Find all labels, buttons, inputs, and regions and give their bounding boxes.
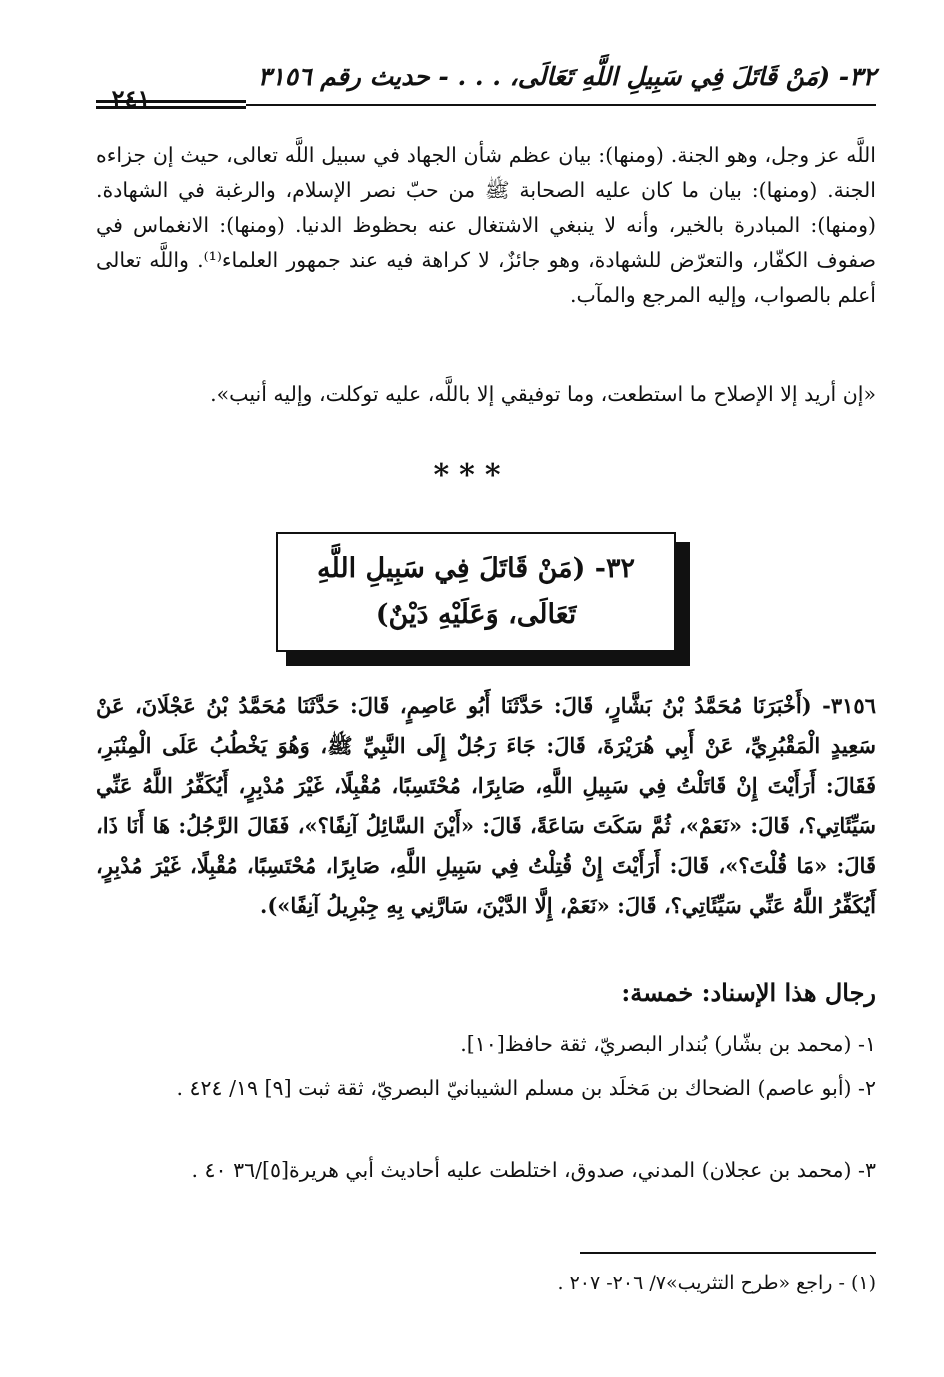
chapter-title-box (276, 532, 676, 652)
header-rule-upper (96, 100, 246, 103)
hadith-text: ٣١٥٦- (أَخْبَرَنَا مُحَمَّدُ بْنُ بَشَّارٍ، قَالَ: حَدَّثَنَا أَبُو عَاصِمٍ، قَالَ: حَدَّثَنَا مُحَمَّدُ بْنُ عَجْلَانَ، عَنْ سَعِيدٍ الْمَقْبُرِيِّ، عَنْ أَبِي هُرَيْرَةَ، قَالَ: جَاءَ رَجُلٌ إِلَى النَّبِيِّ ﷺ، وَهُوَ يَخْطُبُ عَلَى الْمِنْبَرِ، فَقَالَ: أَرَأَيْتَ إِنْ قَاتَلْتُ فِي سَبِيلِ اللَّهِ، صَابِرًا، مُحْتَسِبًا، مُقْبِلًا، غَيْرَ مُدْبِرٍ، أَيُكَفِّرُ اللَّهُ عَنِّي سَيِّئَاتِي؟، قَالَ: «نَعَمْ»، ثُمَّ سَكَتَ سَاعَةً، قَالَ: «أَيْنَ السَّائِلُ آنِفًا؟»، فَقَالَ الرَّجُلُ: هَا أَنَا ذَا، قَالَ: «مَا قُلْتَ؟»، قَالَ: أَرَأَيْتَ إِنْ قُتِلْتُ فِي سَبِيلِ اللَّهِ، صَابِرًا، مُحْتَسِبًا، مُقْبِلًا، غَيْرَ مُدْبِرٍ، أَيُكَفِّرُ اللَّهُ عَنِّي سَيِّئَاتِي؟، قَالَ: «نَعَمْ، إِلَّا الدَّيْنَ، سَارَّنِي بِهِ جِبْرِيلُ آنِفًا»). (96, 693, 876, 918)
narrator-text: ٢- (أبو عاصم) الضحاك بن مَخلَد بن مسلم الشيبانيّ البصريّ، ثقة ثبت [٩] ١٩/ ٤٢٤ . (176, 1076, 876, 1100)
running-header (96, 62, 876, 102)
running-title: ٣٢- (مَنْ قَاتَلَ فِي سَبِيلِ اللَّهِ تَعَالَى، . . . - حديث رقم ٣١٥٦ (257, 62, 876, 91)
header-rule-lower (96, 106, 246, 109)
body-text: اللَّه عز وجل، وهو الجنة. (ومنها): بيان عظم شأن الجهاد في سبيل اللَّه تعالى، حيث إن جزاءه الجنة. (ومنها): بيان ما كان عليه الصحابة ﷺ من حبّ نصر الإسلام، والرغبة في الشهادة. (ومنها): المبادرة بالخير، وأنه لا ينبغي الاشتغال عنه بحظوظ الدنيا. (ومنها): الانغماس في صفوف الكفّار، والتعرّض للشهادة، وهو جائزٌ، لا كراهة فيه عند جمهور العلماء⁽¹⁾. واللَّه تعالى أعلم بالصواب، وإليه المرجع والمآب. (96, 143, 876, 307)
header-rule (246, 104, 876, 106)
hadith-paragraph (96, 686, 876, 926)
chapter-title-line-1: ٣٢- (مَنْ قَاتَلَ فِي سَبِيلِ اللَّهِ (316, 553, 636, 584)
footnote: (١) - راجع «طرح التثريب»٧/ ٢٠٦- ٢٠٧ . (557, 1272, 876, 1294)
body-paragraph (96, 138, 876, 313)
closing-quote-paragraph (96, 376, 876, 412)
narrator-text: ١- (محمد بن بشّار) بُندار البصريّ، ثقة حافظ[١٠]. (460, 1032, 876, 1056)
section-separator: *** (433, 458, 511, 493)
narrators-heading: رجال هذا الإسناد: خمسة: (621, 978, 876, 1007)
footnote-rule (580, 1252, 876, 1254)
narrator-item (96, 1024, 876, 1064)
narrator-item (96, 1150, 876, 1190)
narrator-text: ٣- (محمد بن عجلان) المدني، صدوق، اختلطت عليه أحاديث أبي هريرة[٥]/٣٦ ٤٠ . (191, 1158, 876, 1182)
chapter-title-line-2: تَعَالَى، وَعَلَيْهِ دَيْنٌ) (375, 599, 577, 630)
page-number: ٢٤١ (111, 84, 151, 113)
narrator-item (96, 1068, 876, 1108)
closing-quote: «إن أريد إلا الإصلاح ما استطعت، وما توفيقي إلا باللَّه، عليه توكلت، وإليه أنيب». (210, 382, 876, 406)
